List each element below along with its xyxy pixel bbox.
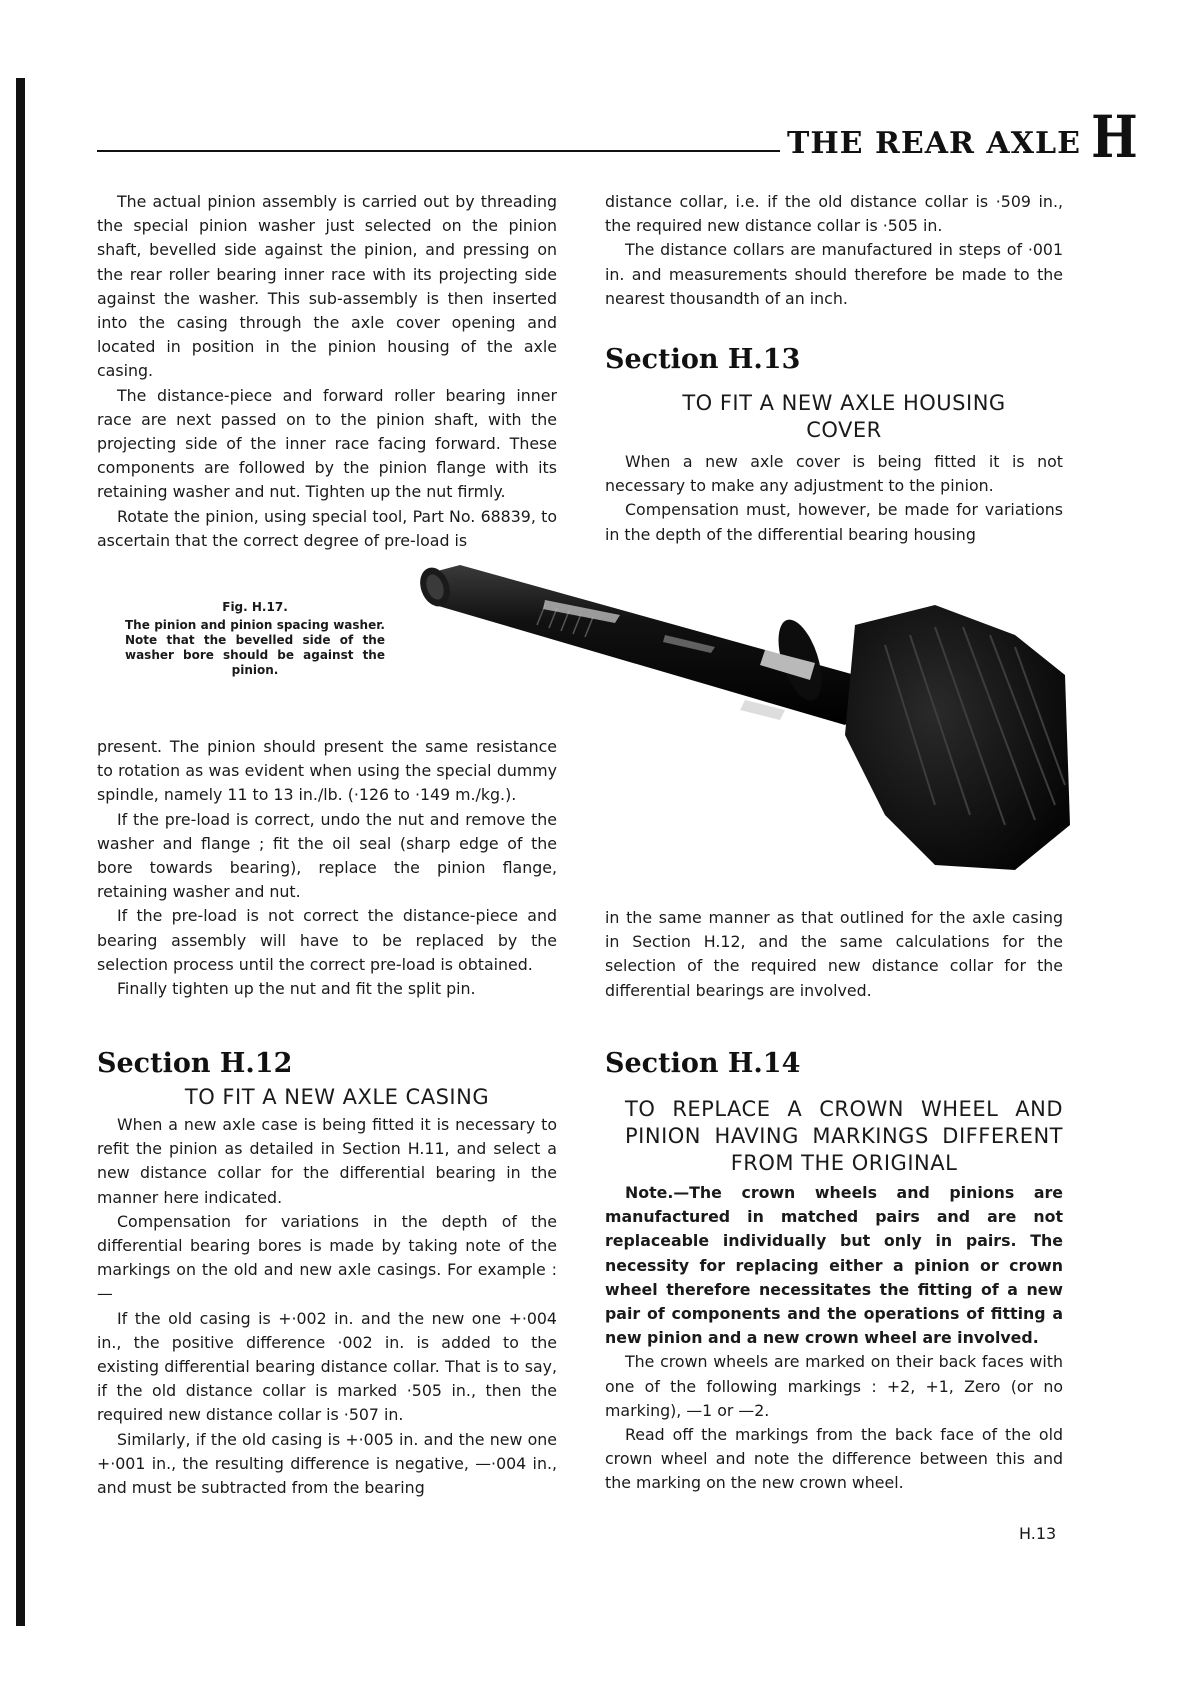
paragraph: The distance-piece and forward roller bearing inner race are next passed on to the pinion shaft, with the projecting side of the inner race facing forward. These components are followed by the pinion flange with its retaining washer and nut. Tighten up the nut firmly. bbox=[97, 385, 557, 502]
note-paragraph: Note.—The crown wheels and pinions are manufactured in matched pairs and are not replaceable individually but only in pairs. The necessity for replacing either a pinion or crown wheel therefore necessitates the fitting of a new pair of components and the operations of fitting a new pinion and a new crown wheel are involved. bbox=[605, 1183, 1063, 1348]
section-subheading: PINION HAVING MARKINGS DIFFERENT bbox=[625, 1124, 1063, 1148]
paragraph: Rotate the pinion, using special tool, Part No. 68839, to ascertain that the correct degree of pre-load is bbox=[97, 506, 557, 550]
section-heading: Section H.13 bbox=[605, 344, 801, 375]
paragraph: Finally tighten up the nut and fit the split pin. bbox=[117, 979, 476, 999]
section-subheading: FROM THE ORIGINAL bbox=[730, 1151, 958, 1175]
paragraph: The distance collars are manufactured in steps of ·001 in. and measurements should therefore be made to the nearest thousandth of an inch. bbox=[605, 240, 1063, 308]
paragraph: If the pre-load is not correct the distance-piece and bearing assembly will have to be replaced by the selection process until the correct pre-load is obtained. bbox=[97, 906, 557, 974]
paragraph: Compensation for variations in the depth of the differential bearing bores is made by taking note of the markings on the old and new axle casings. For example :— bbox=[97, 1211, 557, 1304]
left-column-bottom bbox=[97, 735, 557, 1001]
figure-title: Fig. H.17. bbox=[222, 600, 288, 614]
section-h14 bbox=[605, 1048, 1063, 1496]
section-h13 bbox=[605, 344, 1063, 547]
right-column-middle bbox=[605, 906, 1063, 1003]
left-column-top bbox=[97, 190, 557, 553]
paragraph: Compensation must, however, be made for variations in the depth of the differential bearing housing bbox=[605, 500, 1063, 544]
section-subheading: COVER bbox=[806, 418, 882, 442]
paragraph: The crown wheels are marked on their back faces with one of the following markings : +2, +1, Zero (or no marking), —1 or —2. bbox=[605, 1352, 1063, 1420]
section-heading: Section H.14 bbox=[605, 1048, 801, 1079]
figure-caption bbox=[125, 600, 385, 678]
section-letter: H bbox=[1091, 103, 1138, 171]
section-heading: Section H.12 bbox=[97, 1048, 293, 1079]
paragraph: Read off the markings from the back face of the old crown wheel and note the difference between this and the marking on the new crown wheel. bbox=[605, 1425, 1063, 1493]
paragraph: present. The pinion should present the same resistance to rotation as was evident when using the special dummy spindle, namely 11 to 13 in./lb. (·126 to ·149 m./kg.). bbox=[97, 737, 557, 805]
right-column-top bbox=[605, 190, 1063, 311]
paragraph: If the old casing is +·002 in. and the new one +·004 in., the positive difference ·002 in. is added to the existing differential bearing distance collar. That is to say, if the old distance collar is marked ·505 in., then the required new distance collar is ·507 in. bbox=[97, 1308, 557, 1425]
paragraph: When a new axle case is being fitted it is necessary to refit the pinion as detailed in Section H.11, and select a new distance collar for the differential bearing in the manner here indicated. bbox=[97, 1115, 557, 1207]
page-number: H.13 bbox=[1019, 1524, 1057, 1543]
paragraph: When a new axle cover is being fitted it is not necessary to make any adjustment to the pinion. bbox=[605, 452, 1063, 496]
binding-bar bbox=[16, 78, 25, 1626]
header-rule bbox=[97, 150, 780, 152]
paragraph: Similarly, if the old casing is +·005 in. and the new one +·001 in., the resulting difference is negative, —·004 in., and must be subtracted from the bearing bbox=[97, 1429, 557, 1498]
paragraph: distance collar, i.e. if the old distance collar is ·509 in., the required new distance collar is ·505 in. bbox=[605, 192, 1063, 236]
page-header-title: THE REAR AXLE bbox=[787, 126, 1081, 161]
paragraph: The actual pinion assembly is carried out by threading the special pinion washer just selected on the pinion shaft, bevelled side against the pinion, and pressing on the rear roller bearing inner race with its projecting side against the washer. This sub-assembly is then inserted into the casing through the axle cover opening and located in position in the pinion housing of the axle casing. bbox=[97, 192, 557, 381]
figure-caption-text: The pinion and pinion spacing washer. Note that the bevelled side of the washer bore should be against the pinion. bbox=[125, 618, 385, 677]
section-subheading: TO FIT A NEW AXLE CASING bbox=[184, 1085, 490, 1109]
section-subheading: TO FIT A NEW AXLE HOUSING bbox=[682, 391, 1006, 415]
section-h12 bbox=[97, 1048, 557, 1500]
section-subheading: TO REPLACE A CROWN WHEEL AND bbox=[625, 1097, 1063, 1121]
paragraph: If the pre-load is correct, undo the nut and remove the washer and flange ; fit the oil seal (sharp edge of the bore towards bearing), replace the pinion flange, retaining washer and nut. bbox=[97, 809, 557, 902]
paragraph: in the same manner as that outlined for the axle casing in Section H.12, and the same calculations for the selection of the required new distance collar for the differential bearings are involved. bbox=[605, 908, 1063, 1000]
